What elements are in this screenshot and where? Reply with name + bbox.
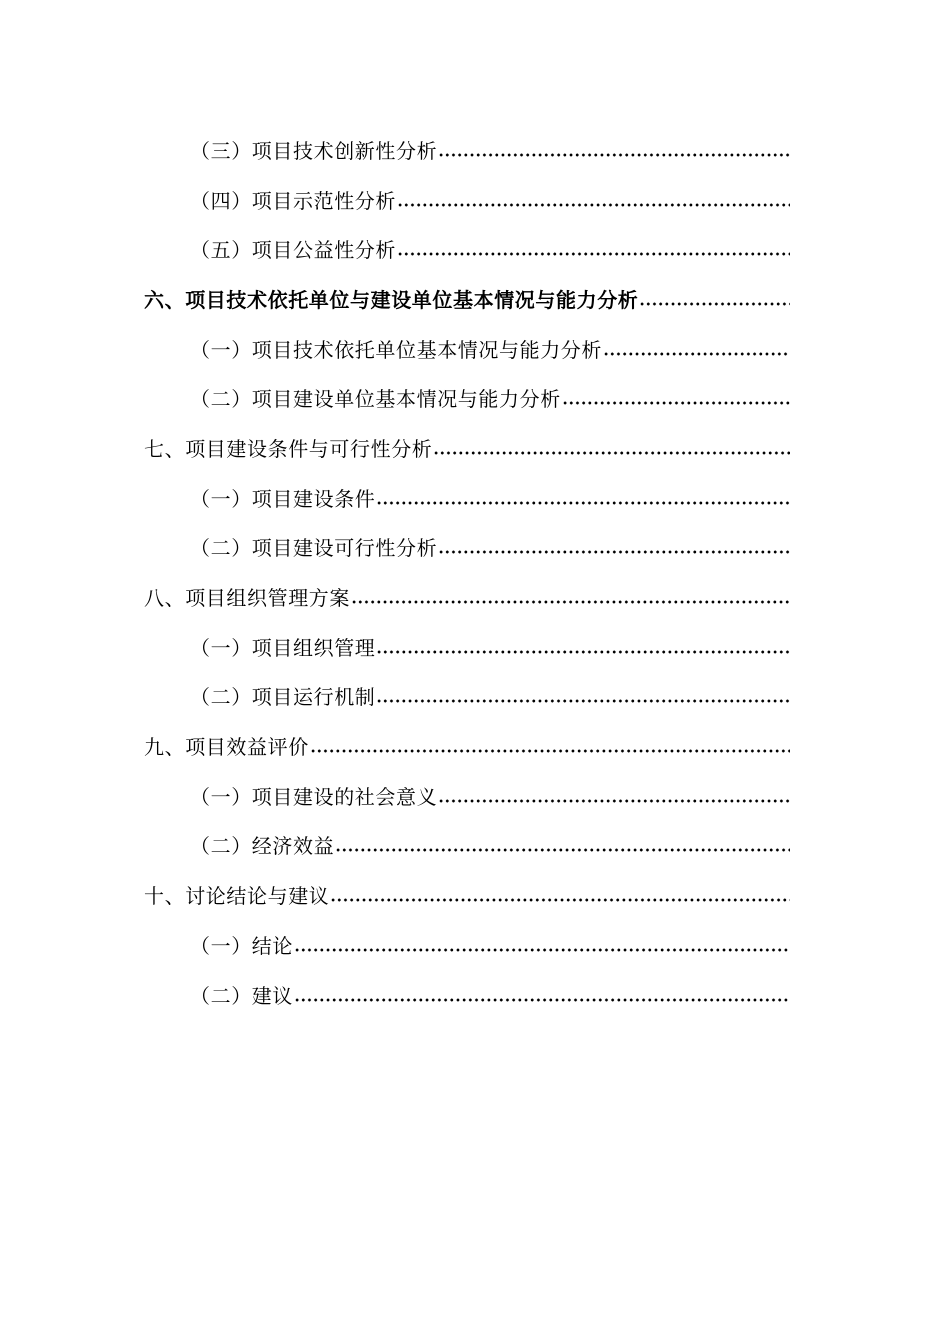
dot-leader: [396, 188, 790, 214]
dot-leader: [432, 436, 790, 462]
toc-chapter: [0, 573, 950, 623]
toc-entry-title: （一）项目组织管理: [190, 635, 376, 660]
toc-entry-title: （二）项目建设单位基本情况与能力分析: [190, 387, 561, 412]
toc-entry-title: （四）项目示范性分析: [190, 188, 396, 213]
dot-leader: [293, 933, 790, 959]
toc-chapter-title: 七、项目建设条件与可行性分析: [144, 436, 433, 461]
dot-leader: [334, 833, 790, 859]
toc-entry: [0, 971, 950, 1021]
toc-entry-title: （三）项目技术创新性分析: [190, 138, 438, 163]
toc-entry-title: （二）项目运行机制: [190, 685, 376, 710]
toc-entry: [0, 673, 950, 723]
toc-chapter-title: 九、项目效益评价: [144, 735, 309, 760]
toc-entry: [0, 126, 950, 176]
toc-entry-title: （一）项目建设的社会意义: [190, 784, 438, 809]
toc-entry: [0, 225, 950, 275]
toc-chapter: [0, 871, 950, 921]
toc-entry: [0, 474, 950, 524]
toc-chapter: [0, 722, 950, 772]
toc-entry: [0, 822, 950, 872]
toc-chapter-title: 六、项目技术依托单位与建设单位基本情况与能力分析: [144, 287, 639, 312]
toc-entry-title: （二）经济效益: [190, 834, 335, 859]
toc-entry-title: （一）项目建设条件: [190, 486, 376, 511]
toc-entry-title: （一）项目技术依托单位基本情况与能力分析: [190, 337, 602, 362]
dot-leader: [396, 237, 790, 263]
toc-chapter-title: 十、讨论结论与建议: [144, 884, 330, 909]
toc-entry-title: （五）项目公益性分析: [190, 238, 396, 263]
dot-leader: [375, 684, 790, 710]
dot-leader: [293, 983, 790, 1009]
dot-leader: [350, 585, 790, 611]
toc-chapter-title: 八、项目组织管理方案: [144, 586, 350, 611]
dot-leader: [638, 287, 790, 313]
dot-leader: [375, 635, 790, 661]
toc-chapter: [0, 275, 950, 325]
toc-entry: [0, 176, 950, 226]
toc-chapter: [0, 424, 950, 474]
toc-entry: [0, 325, 950, 375]
toc-entry: [0, 524, 950, 574]
dot-leader: [437, 535, 790, 561]
toc-entry-title: （一）结论: [190, 933, 293, 958]
toc-entry-title: （二）项目建设可行性分析: [190, 536, 438, 561]
dot-leader: [437, 138, 790, 164]
dot-leader: [309, 734, 790, 760]
dot-leader: [329, 883, 790, 909]
toc-entry: [0, 374, 950, 424]
dot-leader: [375, 486, 790, 512]
toc-entry-title: （二）建议: [190, 983, 293, 1008]
dot-leader: [561, 386, 790, 412]
toc-entry: [0, 921, 950, 971]
dot-leader: [437, 784, 790, 810]
table-of-contents: [0, 126, 950, 1020]
toc-entry: [0, 623, 950, 673]
dot-leader: [602, 337, 790, 363]
toc-entry: [0, 772, 950, 822]
